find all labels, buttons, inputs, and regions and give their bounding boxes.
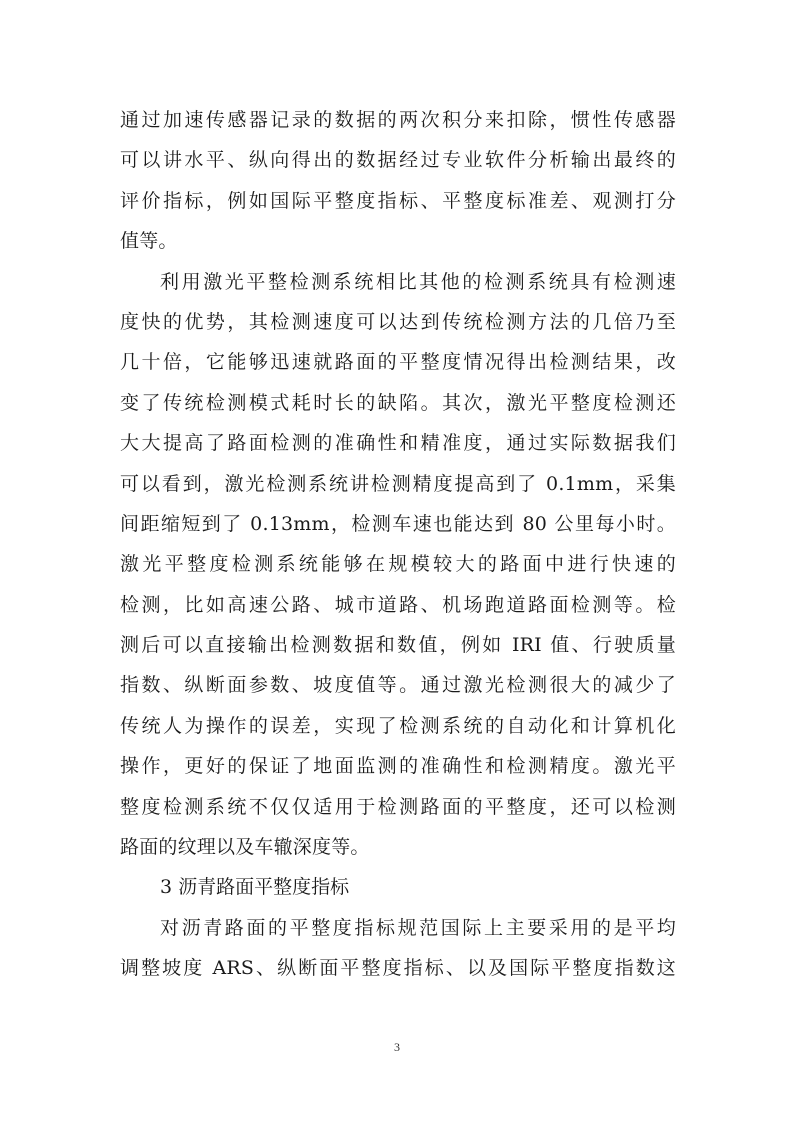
text-line: 检测，比如高速公路、城市道路、机场跑道路面检测等。检 — [120, 593, 676, 616]
text-line: 整度检测系统不仅仅适用于检测路面的平整度，还可以检测 — [120, 795, 676, 818]
body-text — [120, 100, 676, 989]
page-number: 3 — [394, 1040, 400, 1054]
text-line: 测后可以直接输出检测数据和数值，例如 IRI 值、行驶质量 — [120, 634, 676, 657]
text-line: 操作，更好的保证了地面监测的准确性和检测精度。激光平 — [120, 755, 676, 778]
text-line: 对沥青路面的平整度指标规范国际上主要采用的是平均 — [160, 916, 676, 939]
text-line: 值等。 — [120, 230, 178, 253]
text-line: 几十倍，它能够迅速就路面的平整度情况得出检测结果，改 — [120, 351, 676, 374]
text-line: 路面的纹理以及车辙深度等。 — [120, 836, 370, 859]
text-line: 间距缩短到了 0.13mm，检测车速也能达到 80 公里每小时。 — [120, 512, 676, 535]
text-line: 可以看到，激光检测系统讲检测精度提高到了 0.1mm，采集 — [120, 472, 676, 495]
text-line: 指数、纵断面参数、坡度值等。通过激光检测很大的减少了 — [120, 674, 676, 697]
section-heading: 3 沥青路面平整度指标 — [160, 876, 350, 899]
text-line: 激光平整度检测系统能够在规模较大的路面中进行快速的 — [120, 553, 676, 576]
text-line: 通过加速传感器记录的数据的两次积分来扣除，惯性传感器 — [120, 109, 676, 131]
text-line: 评价指标，例如国际平整度指标、平整度标准差、观测打分 — [120, 189, 676, 212]
text-line: 传统人为操作的误差，实现了检测系统的自动化和计算机化 — [120, 714, 676, 737]
text-line: 可以讲水平、纵向得出的数据经过专业软件分析输出最终的 — [120, 149, 676, 172]
paragraph-2 — [120, 262, 676, 868]
paragraph-3 — [120, 908, 676, 989]
text-line: 调整坡度 ARS、纵断面平整度指标、以及国际平整度指数这 — [120, 957, 676, 980]
text-line: 度快的优势，其检测速度可以达到传统检测方法的几倍乃至 — [120, 310, 676, 333]
text-line: 变了传统检测模式耗时长的缺陷。其次，激光平整度检测还 — [120, 391, 676, 414]
text-line: 利用激光平整检测系统相比其他的检测系统具有检测速 — [160, 270, 676, 293]
paragraph-1 — [120, 100, 676, 262]
text-line: 大大提高了路面检测的准确性和精准度，通过实际数据我们 — [120, 432, 676, 455]
